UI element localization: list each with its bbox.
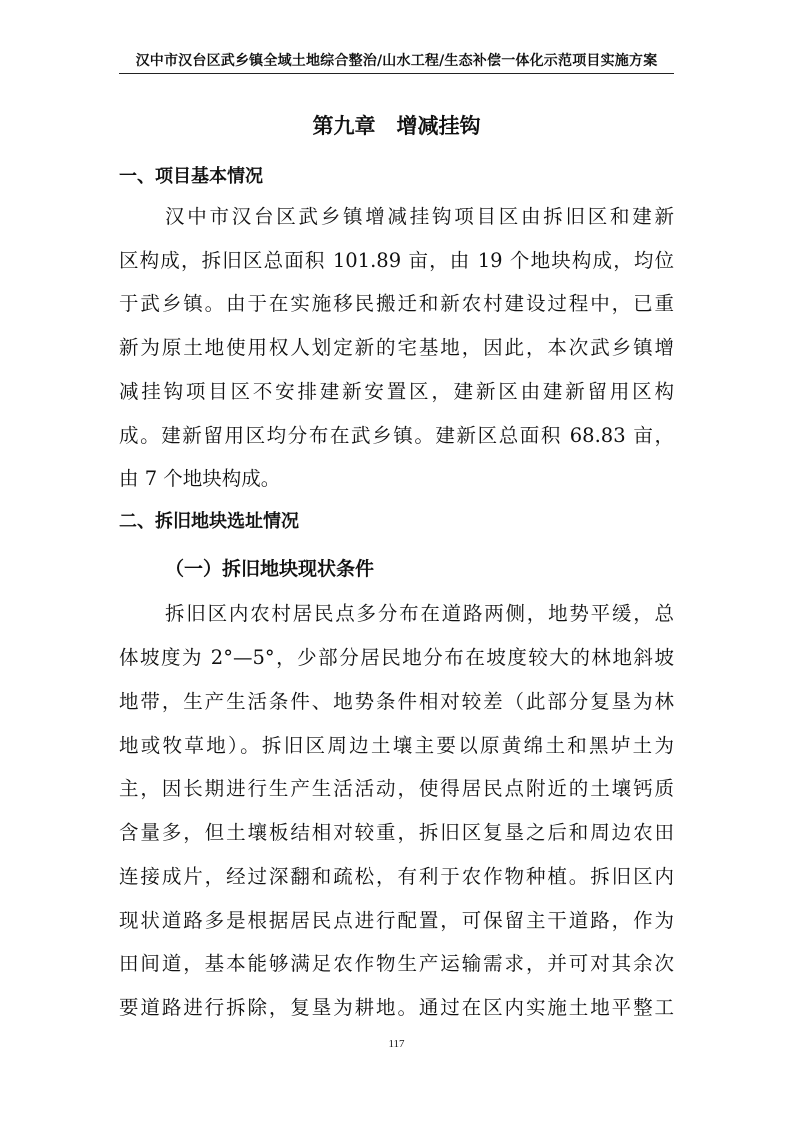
chapter-title: 第九章 增减挂钩 [312, 114, 481, 138]
paragraph-line: 由 7 个地块构成。 [119, 467, 281, 490]
paragraph-line: 现状道路多是根据居民点进行配置，可保留主干道路，作为 [119, 909, 674, 932]
paragraph-line: 地带，生产生活条件、地势条件相对较差（此部分复垦为林 [119, 690, 674, 713]
paragraph-line: 新为原土地使用权人划定新的宅基地，因此，本次武乡镇增 [119, 336, 674, 359]
running-header: 汉中市汉台区武乡镇全域土地综合整治/山水工程/生态补偿一体化示范项目实施方案 [135, 53, 658, 69]
paragraph-line: 要道路进行拆除，复垦为耕地。通过在区内实施土地平整工 [119, 996, 674, 1019]
section-heading-1: 一、项目基本情况 [119, 166, 263, 187]
section-heading-2: 二、拆旧地块选址情况 [119, 511, 299, 532]
paragraph-line: 汉中市汉台区武乡镇增减挂钩项目区由拆旧区和建新 [165, 205, 674, 228]
paragraph-line: 主，因长期进行生产生活活动，使得居民点附近的土壤钙质 [119, 777, 674, 800]
header-rule [119, 73, 674, 74]
page-number: 117 [388, 1038, 405, 1050]
subsection-heading: （一）拆旧地块现状条件 [165, 558, 375, 580]
paragraph-line: 拆旧区内农村居民点多分布在道路两侧，地势平缓，总 [165, 602, 674, 625]
paragraph-line: 体坡度为 2°—5°，少部分居民地分布在坡度较大的林地斜坡 [119, 646, 674, 669]
paragraph-line: 连接成片，经过深翻和疏松，有利于农作物种植。拆旧区内 [119, 865, 674, 888]
paragraph-line: 田间道，基本能够满足农作物生产运输需求，并可对其余次 [119, 952, 674, 975]
paragraph-line: 含量多，但土壤板结相对较重，拆旧区复垦之后和周边农田 [119, 821, 674, 844]
paragraph-line: 区构成，拆旧区总面积 101.89 亩，由 19 个地块构成，均位 [119, 249, 674, 272]
paragraph-line: 成。建新留用区均分布在武乡镇。建新区总面积 68.83 亩， [119, 424, 674, 447]
paragraph-line: 减挂钩项目区不安排建新安置区，建新区由建新留用区构 [119, 380, 674, 403]
paragraph-line: 地或牧草地）。拆旧区周边土壤主要以原黄绵土和黑垆土为 [119, 734, 674, 757]
paragraph-line: 于武乡镇。由于在实施移民搬迁和新农村建设过程中，已重 [119, 292, 674, 315]
